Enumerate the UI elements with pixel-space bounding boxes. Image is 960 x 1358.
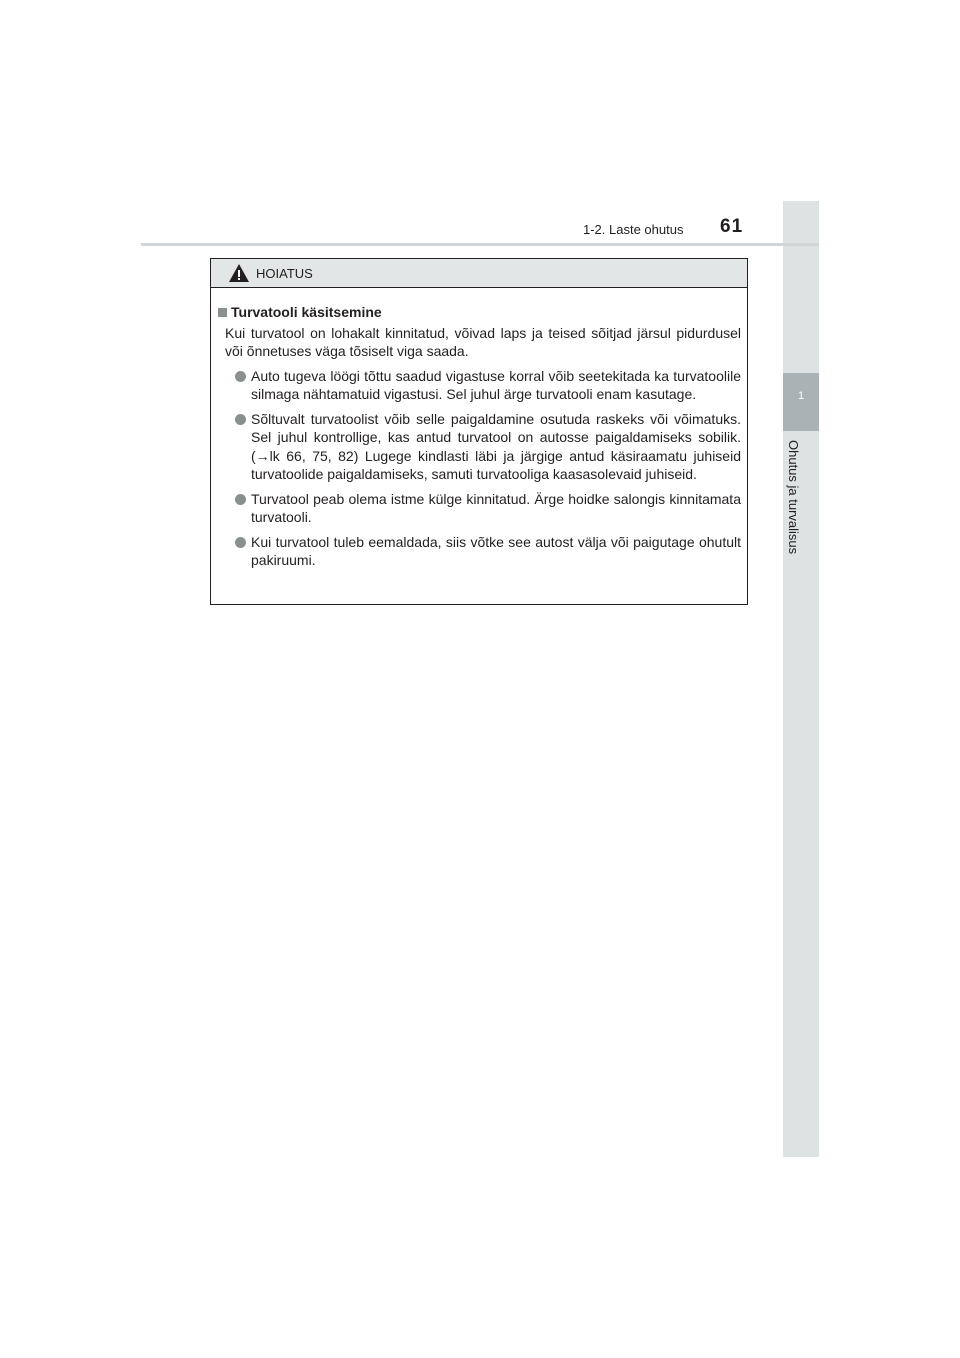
bullet-text: Kui turvatool tuleb eemaldada, siis võtke see autost välja või paigutage ohutult pakiruumi. [251,533,741,568]
page-number: 61 [720,216,744,237]
warning-label: HOIATUS [256,265,313,281]
bullet-text: Auto tugeva löögi tõttu saadud vigastuse korral võib seetekitada ka turvatoolile silmaga nähtamatuid vigastusi. Sel juhul ärge turvatooli enam kasutage. [251,367,741,402]
round-bullet-icon [235,371,246,382]
chapter-title: Ohutus ja turvalisus [786,440,801,555]
warning-subheading [218,303,741,322]
bullet-item [218,410,741,484]
warning-intro: Kui turvatool on lohakalt kinnitatud, võivad laps ja teised sõitjad järsul pidurdusel või õnnetuses väga tõsiselt viga saada. [225,324,741,359]
round-bullet-icon [235,494,246,505]
section-title: 1-2. Laste ohutus [583,222,684,237]
bullet-item [218,490,741,527]
chapter-number: 1 [797,390,805,402]
round-bullet-icon [235,414,246,425]
bullet-text: Turvatool peab olema istme külge kinnitatud. Ärge hoidke salongis kinnitamata turvatooli. [251,490,741,525]
warning-triangle-icon [228,263,250,283]
warning-body [211,288,747,570]
header-rule [141,243,819,246]
square-bullet-icon [218,308,227,317]
round-bullet-icon [235,537,246,548]
warning-box [210,258,748,605]
side-tab-active-marker [783,373,819,431]
bullet-item [218,367,741,404]
subheading-text: Turvatooli käsitsemine [231,304,382,320]
side-chapter-tab [783,201,819,1157]
warning-header [211,259,747,288]
bullet-item [218,533,741,570]
bullet-text: Sõltuvalt turvatoolist võib selle paigaldamine osutuda raskeks või võimatuks. Sel juhul kontrollige, kas antud turvatool on autosse paigaldamiseks sobilik. (→lk 66, 75, 82) Lugege kindlasti läbi ja järgige antud käsiraamatu juhiseid turvatoolide paigaldamiseks, samuti turvatooliga kaasasolevaid juhiseid. [251,410,741,482]
